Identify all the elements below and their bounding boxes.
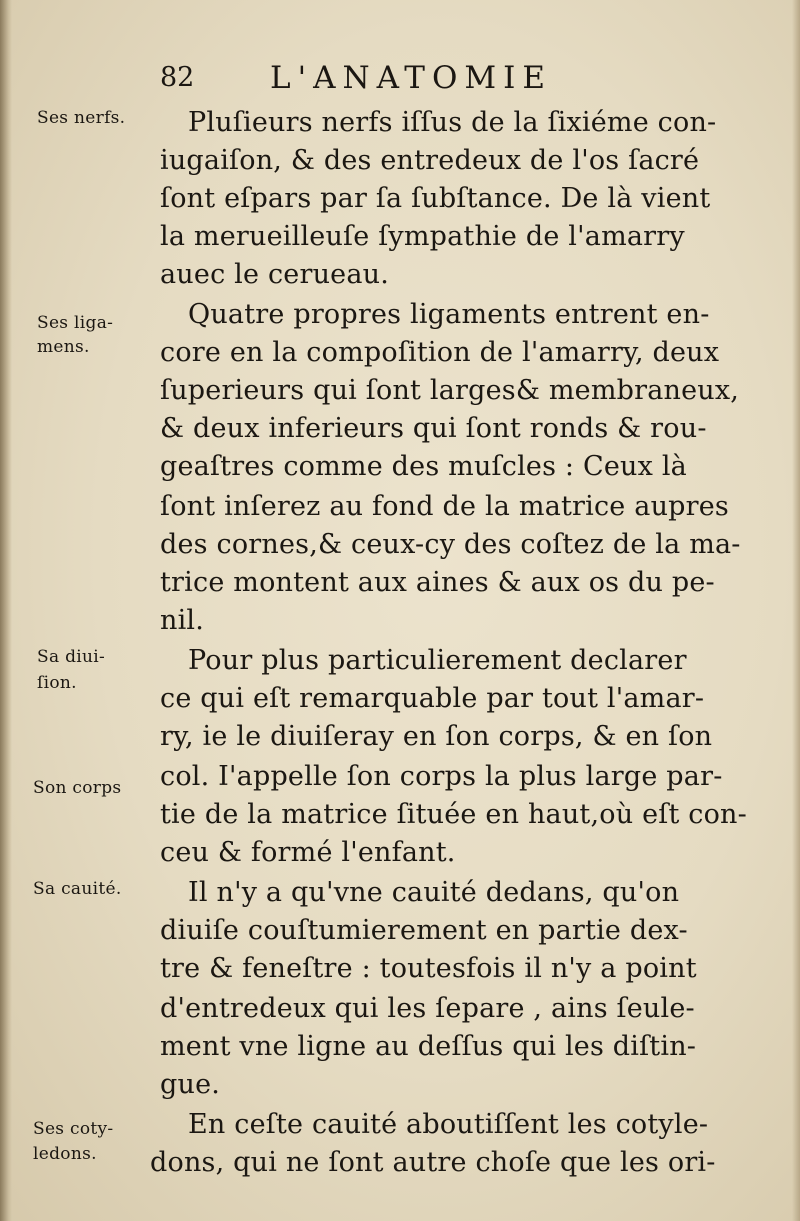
- text-line: diuiſe couſtumierement en partie dex-: [160, 915, 688, 946]
- margin-note-corps: Son corps: [33, 778, 122, 798]
- text-line: ment vne ligne au deſſus qui les diſtin-: [160, 1031, 697, 1062]
- text-line: col. I'appelle ſon corps la plus large par-: [160, 761, 723, 792]
- text-line: Pour plus particulierement declarer: [188, 645, 687, 676]
- text-line: ſont eſpars par ſa ſubſtance. De là vient: [160, 183, 711, 214]
- text-line: tre & feneſtre : toutesfois il n'y a point: [160, 953, 697, 984]
- text-line: geaſtres comme des muſcles : Ceux là: [160, 451, 687, 482]
- margin-note-ligamens-cont: mens.: [37, 337, 90, 357]
- text-line: gue.: [160, 1069, 221, 1100]
- running-title: L'ANATOMIE: [270, 60, 553, 96]
- text-line: la merueilleuſe ſympathie de l'amarry: [160, 221, 685, 252]
- text-line: ſuperieurs qui ſont larges& membraneux,: [160, 375, 740, 406]
- text-line: ſont inſerez au fond de la matrice aupres: [160, 491, 729, 522]
- page-number: 82: [160, 62, 195, 93]
- margin-note-diuision-cont: ſion.: [37, 673, 77, 693]
- text-line: & deux inferieurs qui ſont ronds & rou-: [160, 413, 707, 444]
- margin-note-ligamens: Ses liga-: [37, 313, 114, 333]
- text-line: tie de la matrice ſituée en haut,où eſt con-: [160, 799, 747, 830]
- text-line: dons, qui ne ſont autre choſe que les ori-: [150, 1147, 716, 1178]
- text-line: d'entredeux qui les ſepare , ains ſeule-: [160, 993, 695, 1024]
- text-line: ce qui eſt remarquable par tout l'amar-: [160, 683, 705, 714]
- text-line: Il n'y a qu'vne cauité dedans, qu'on: [188, 877, 680, 908]
- margin-note-cotyledons: Ses coty-: [33, 1119, 114, 1139]
- text-line: auec le cerueau.: [160, 259, 390, 290]
- text-line: iugaiſon, & des entredeux de l'os ſacré: [160, 145, 700, 176]
- margin-note-cauite: Sa cauité.: [33, 879, 122, 899]
- text-line: core en la compoſition de l'amarry, deux: [160, 337, 720, 368]
- margin-note-cotyledons-cont: ledons.: [33, 1144, 97, 1164]
- text-line: Quatre propres ligaments entrent en-: [188, 299, 710, 330]
- text-line: ceu & formé l'enfant.: [160, 837, 456, 868]
- margin-note-nerfs: Ses nerfs.: [37, 108, 126, 128]
- text-line: trice montent aux aines & aux os du pe-: [160, 567, 715, 598]
- text-line: nil.: [160, 605, 205, 636]
- text-line: des cornes,& ceux-cy des coſtez de la ma-: [160, 529, 741, 560]
- text-line: Pluſieurs nerfs iſſus de la ſixiéme con-: [188, 107, 717, 138]
- margin-note-diuision: Sa diui-: [37, 647, 106, 667]
- text-line: ry, ie le diuiſeray en ſon corps, & en ſon: [160, 721, 713, 752]
- text-line: En ceſte cauité aboutiſſent les cotyle-: [188, 1109, 709, 1140]
